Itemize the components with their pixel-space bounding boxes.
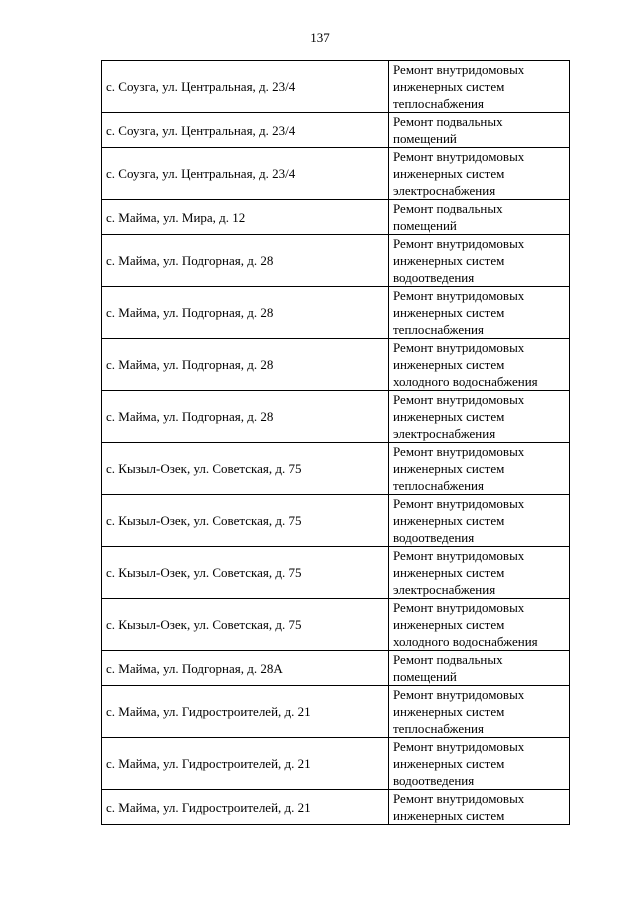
work-type-line: холодного водоснабжения xyxy=(393,374,538,389)
address-cell: с. Кызыл-Озек, ул. Советская, д. 75 xyxy=(102,495,389,547)
work-type-cell xyxy=(389,651,570,686)
work-type-cell xyxy=(389,790,570,825)
work-type-line: Ремонт внутридомовых xyxy=(393,444,525,459)
work-type-line: инженерных систем xyxy=(393,461,505,476)
address-cell: с. Майма, ул. Гидростроителей, д. 21 xyxy=(102,790,389,825)
work-type-line: инженерных систем xyxy=(393,513,505,528)
work-type-line: инженерных систем xyxy=(393,704,505,719)
work-type-line: инженерных систем xyxy=(393,357,505,372)
work-type-line: инженерных систем xyxy=(393,253,505,268)
work-type-line: Ремонт внутридомовых xyxy=(393,600,525,615)
work-type-line: помещений xyxy=(393,131,457,146)
work-type-cell xyxy=(389,686,570,738)
table-row xyxy=(102,339,570,391)
work-type-line: инженерных систем xyxy=(393,756,505,771)
work-type-line: теплоснабжения xyxy=(393,721,484,736)
table-row xyxy=(102,61,570,113)
table-row xyxy=(102,148,570,200)
address-cell: с. Майма, ул. Гидростроителей, д. 21 xyxy=(102,686,389,738)
works-table-body xyxy=(102,61,570,825)
table-row xyxy=(102,113,570,148)
work-type-line: Ремонт внутридомовых xyxy=(393,548,525,563)
table-row xyxy=(102,287,570,339)
work-type-line: водоотведения xyxy=(393,530,475,545)
table-row xyxy=(102,790,570,825)
work-type-line: инженерных систем xyxy=(393,166,505,181)
table-row xyxy=(102,599,570,651)
work-type-line: инженерных систем xyxy=(393,305,505,320)
work-type-line: помещений xyxy=(393,669,457,684)
work-type-line: теплоснабжения xyxy=(393,96,484,111)
address-cell: с. Майма, ул. Гидростроителей, д. 21 xyxy=(102,738,389,790)
address-cell: с. Кызыл-Озек, ул. Советская, д. 75 xyxy=(102,547,389,599)
work-type-line: Ремонт внутридомовых xyxy=(393,739,525,754)
address-cell: с. Кызыл-Озек, ул. Советская, д. 75 xyxy=(102,599,389,651)
work-type-line: помещений xyxy=(393,218,457,233)
work-type-line: инженерных систем xyxy=(393,808,505,823)
address-cell: с. Соузга, ул. Центральная, д. 23/4 xyxy=(102,148,389,200)
work-type-line: холодного водоснабжения xyxy=(393,634,538,649)
table-row xyxy=(102,391,570,443)
address-cell: с. Соузга, ул. Центральная, д. 23/4 xyxy=(102,113,389,148)
work-type-cell xyxy=(389,148,570,200)
work-type-line: инженерных систем xyxy=(393,565,505,580)
work-type-cell xyxy=(389,339,570,391)
address-cell: с. Майма, ул. Подгорная, д. 28 xyxy=(102,287,389,339)
address-cell: с. Майма, ул. Мира, д. 12 xyxy=(102,200,389,235)
table-row xyxy=(102,547,570,599)
work-type-cell xyxy=(389,443,570,495)
table-row xyxy=(102,651,570,686)
work-type-line: электроснабжения xyxy=(393,183,496,198)
work-type-cell xyxy=(389,200,570,235)
work-type-line: водоотведения xyxy=(393,773,475,788)
work-type-line: Ремонт внутридомовых xyxy=(393,149,525,164)
work-type-cell xyxy=(389,599,570,651)
work-type-cell xyxy=(389,495,570,547)
work-type-line: инженерных систем xyxy=(393,79,505,94)
work-type-line: водоотведения xyxy=(393,270,475,285)
work-type-cell xyxy=(389,738,570,790)
work-type-line: теплоснабжения xyxy=(393,322,484,337)
work-type-line: теплоснабжения xyxy=(393,478,484,493)
work-type-cell xyxy=(389,391,570,443)
work-type-line: Ремонт внутридомовых xyxy=(393,496,525,511)
work-type-line: Ремонт внутридомовых xyxy=(393,62,525,77)
table-row xyxy=(102,495,570,547)
work-type-line: Ремонт внутридомовых xyxy=(393,392,525,407)
work-type-line: Ремонт внутридомовых xyxy=(393,236,525,251)
work-type-cell xyxy=(389,287,570,339)
work-type-cell xyxy=(389,113,570,148)
work-type-cell xyxy=(389,235,570,287)
table-row xyxy=(102,235,570,287)
address-cell: с. Майма, ул. Подгорная, д. 28 xyxy=(102,391,389,443)
address-cell: с. Майма, ул. Подгорная, д. 28 xyxy=(102,235,389,287)
works-table xyxy=(101,60,570,825)
table-row xyxy=(102,200,570,235)
work-type-line: Ремонт подвальных xyxy=(393,114,503,129)
work-type-line: инженерных систем xyxy=(393,409,505,424)
address-cell: с. Кызыл-Озек, ул. Советская, д. 75 xyxy=(102,443,389,495)
address-cell: с. Соузга, ул. Центральная, д. 23/4 xyxy=(102,61,389,113)
work-type-line: электроснабжения xyxy=(393,426,496,441)
work-type-line: Ремонт подвальных xyxy=(393,652,503,667)
work-type-line: электроснабжения xyxy=(393,582,496,597)
work-type-line: Ремонт внутридомовых xyxy=(393,340,525,355)
work-type-line: Ремонт внутридомовых xyxy=(393,791,525,806)
work-type-cell xyxy=(389,61,570,113)
table-row xyxy=(102,738,570,790)
address-cell: с. Майма, ул. Подгорная, д. 28 xyxy=(102,339,389,391)
work-type-line: Ремонт подвальных xyxy=(393,201,503,216)
work-type-line: инженерных систем xyxy=(393,617,505,632)
address-cell: с. Майма, ул. Подгорная, д. 28А xyxy=(102,651,389,686)
table-row xyxy=(102,443,570,495)
page-number: 137 xyxy=(310,30,330,45)
work-type-cell xyxy=(389,547,570,599)
work-type-line: Ремонт внутридомовых xyxy=(393,288,525,303)
work-type-line: Ремонт внутридомовых xyxy=(393,687,525,702)
table-row xyxy=(102,686,570,738)
